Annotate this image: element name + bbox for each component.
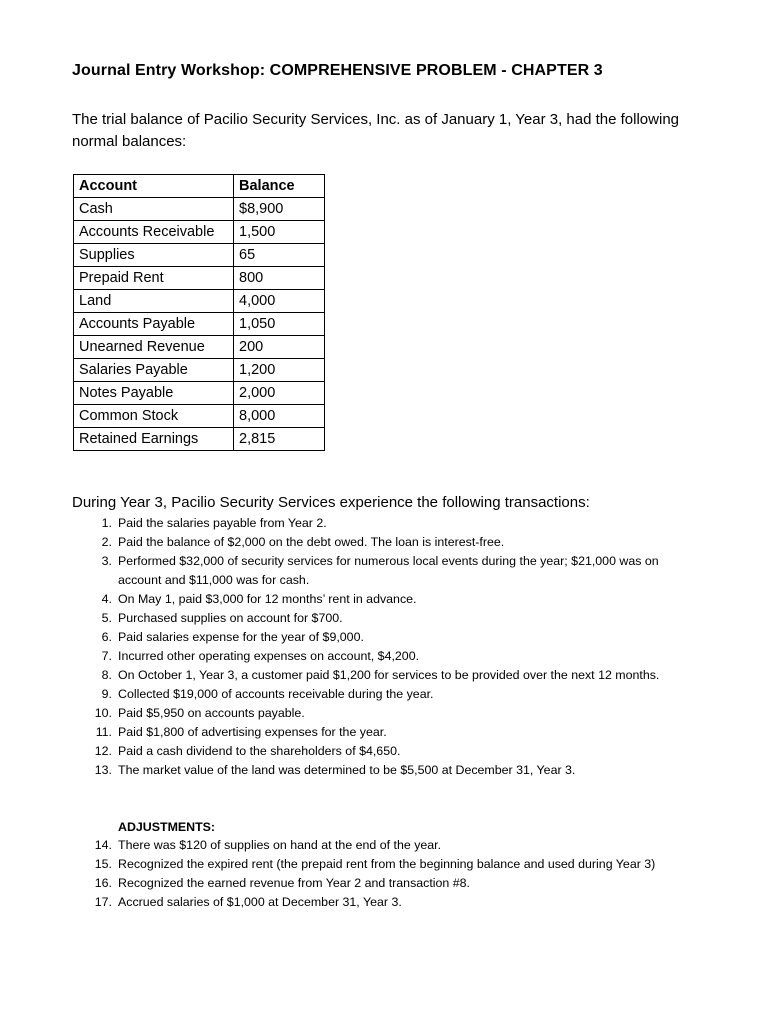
list-item bbox=[90, 704, 690, 723]
list-item bbox=[90, 855, 690, 874]
account-cell: Accounts Receivable bbox=[74, 221, 234, 244]
list-item bbox=[90, 742, 690, 761]
list-item bbox=[90, 590, 690, 609]
account-cell: Cash bbox=[74, 198, 234, 221]
table-row bbox=[74, 359, 325, 382]
document-title: Journal Entry Workshop: COMPREHENSIVE PROBLEM - CHAPTER 3 bbox=[72, 62, 603, 79]
balance-cell: 1,200 bbox=[234, 359, 325, 382]
list-item bbox=[90, 685, 690, 704]
account-cell: Notes Payable bbox=[74, 382, 234, 405]
item-text: Paid $5,950 on accounts payable. bbox=[118, 706, 305, 720]
item-number: 2. bbox=[101, 535, 112, 549]
item-text: Recognized the expired rent (the prepaid rent from the beginning balance and used during Year 3) bbox=[118, 857, 656, 871]
item-number: 16. bbox=[94, 876, 112, 890]
item-text: Accrued salaries of $1,000 at December 31, Year 3. bbox=[118, 895, 402, 909]
list-item bbox=[90, 761, 690, 780]
item-number: 17. bbox=[94, 895, 112, 909]
item-number: 10. bbox=[94, 706, 112, 720]
table-row bbox=[74, 313, 325, 336]
account-cell: Land bbox=[74, 290, 234, 313]
list-item bbox=[90, 609, 690, 628]
item-number: 6. bbox=[101, 630, 112, 644]
item-number: 13. bbox=[94, 763, 112, 777]
header-account: Account bbox=[74, 175, 234, 198]
item-number: 3. bbox=[101, 554, 112, 568]
account-cell: Supplies bbox=[74, 244, 234, 267]
item-number: 1. bbox=[101, 516, 112, 530]
list-item bbox=[90, 514, 690, 533]
table-row bbox=[74, 336, 325, 359]
account-cell: Unearned Revenue bbox=[74, 336, 234, 359]
transactions-lead: During Year 3, Pacilio Security Services experience the following transactions: bbox=[72, 494, 590, 511]
adjustments-list bbox=[90, 836, 690, 912]
item-number: 11. bbox=[95, 725, 112, 739]
transactions-list bbox=[90, 514, 690, 780]
item-number: 15. bbox=[94, 857, 112, 871]
list-item bbox=[90, 647, 690, 666]
account-cell: Salaries Payable bbox=[74, 359, 234, 382]
item-number: 9. bbox=[101, 687, 112, 701]
list-item bbox=[90, 723, 690, 742]
item-text: Paid a cash dividend to the shareholders of $4,650. bbox=[118, 744, 401, 758]
item-text: Paid $1,800 of advertising expenses for the year. bbox=[118, 725, 387, 739]
balance-cell: $8,900 bbox=[234, 198, 325, 221]
item-text: Paid salaries expense for the year of $9,000. bbox=[118, 630, 364, 644]
balance-cell: 200 bbox=[234, 336, 325, 359]
account-cell: Common Stock bbox=[74, 405, 234, 428]
item-text: Collected $19,000 of accounts receivable during the year. bbox=[118, 687, 434, 701]
list-item bbox=[90, 874, 690, 893]
item-number: 5. bbox=[101, 611, 112, 625]
item-text: Purchased supplies on account for $700. bbox=[118, 611, 343, 625]
header-balance: Balance bbox=[234, 175, 325, 198]
item-text: Paid the balance of $2,000 on the debt owed. The loan is interest-free. bbox=[118, 535, 505, 549]
item-text: Incurred other operating expenses on account, $4,200. bbox=[118, 649, 420, 663]
item-text: There was $120 of supplies on hand at the end of the year. bbox=[118, 838, 442, 852]
list-item bbox=[90, 533, 690, 552]
account-cell: Prepaid Rent bbox=[74, 267, 234, 290]
item-text: Paid the salaries payable from Year 2. bbox=[118, 516, 327, 530]
account-cell: Accounts Payable bbox=[74, 313, 234, 336]
list-item bbox=[90, 836, 690, 855]
balance-cell: 1,500 bbox=[234, 221, 325, 244]
intro-paragraph: The trial balance of Pacilio Security Services, Inc. as of January 1, Year 3, had the following normal balances: bbox=[72, 111, 680, 150]
balance-cell: 4,000 bbox=[234, 290, 325, 313]
item-number: 4. bbox=[101, 592, 112, 606]
item-number: 8. bbox=[101, 668, 112, 682]
item-number: 7. bbox=[101, 649, 112, 663]
table-row bbox=[74, 267, 325, 290]
balance-cell: 2,815 bbox=[234, 428, 325, 451]
account-cell: Retained Earnings bbox=[74, 428, 234, 451]
balance-cell: 1,050 bbox=[234, 313, 325, 336]
table-header-row bbox=[74, 175, 325, 198]
balance-cell: 2,000 bbox=[234, 382, 325, 405]
item-text: The market value of the land was determined to be $5,500 at December 31, Year 3. bbox=[118, 763, 576, 777]
table-row bbox=[74, 221, 325, 244]
item-text: On May 1, paid $3,000 for 12 months’ rent in advance. bbox=[118, 592, 417, 606]
balance-cell: 800 bbox=[234, 267, 325, 290]
list-item bbox=[90, 666, 690, 685]
item-text: Recognized the earned revenue from Year 2 and transaction #8. bbox=[118, 876, 470, 890]
balance-cell: 8,000 bbox=[234, 405, 325, 428]
item-number: 14. bbox=[94, 838, 112, 852]
list-item bbox=[90, 893, 690, 912]
table-row bbox=[74, 198, 325, 221]
table-row bbox=[74, 405, 325, 428]
table-row bbox=[74, 428, 325, 451]
item-text: On October 1, Year 3, a customer paid $1,200 for services to be provided over the next 12 months. bbox=[118, 668, 660, 682]
table-row bbox=[74, 382, 325, 405]
table-row bbox=[74, 244, 325, 267]
trial-balance-table bbox=[73, 174, 325, 451]
list-item bbox=[90, 552, 690, 590]
adjustments-heading: ADJUSTMENTS: bbox=[118, 820, 216, 834]
list-item bbox=[90, 628, 690, 647]
balance-cell: 65 bbox=[234, 244, 325, 267]
item-number: 12. bbox=[94, 744, 112, 758]
item-text: Performed $32,000 of security services for numerous local events during the year; $21,000 was on account and $11,000 was for cash. bbox=[118, 554, 659, 587]
table-row bbox=[74, 290, 325, 313]
